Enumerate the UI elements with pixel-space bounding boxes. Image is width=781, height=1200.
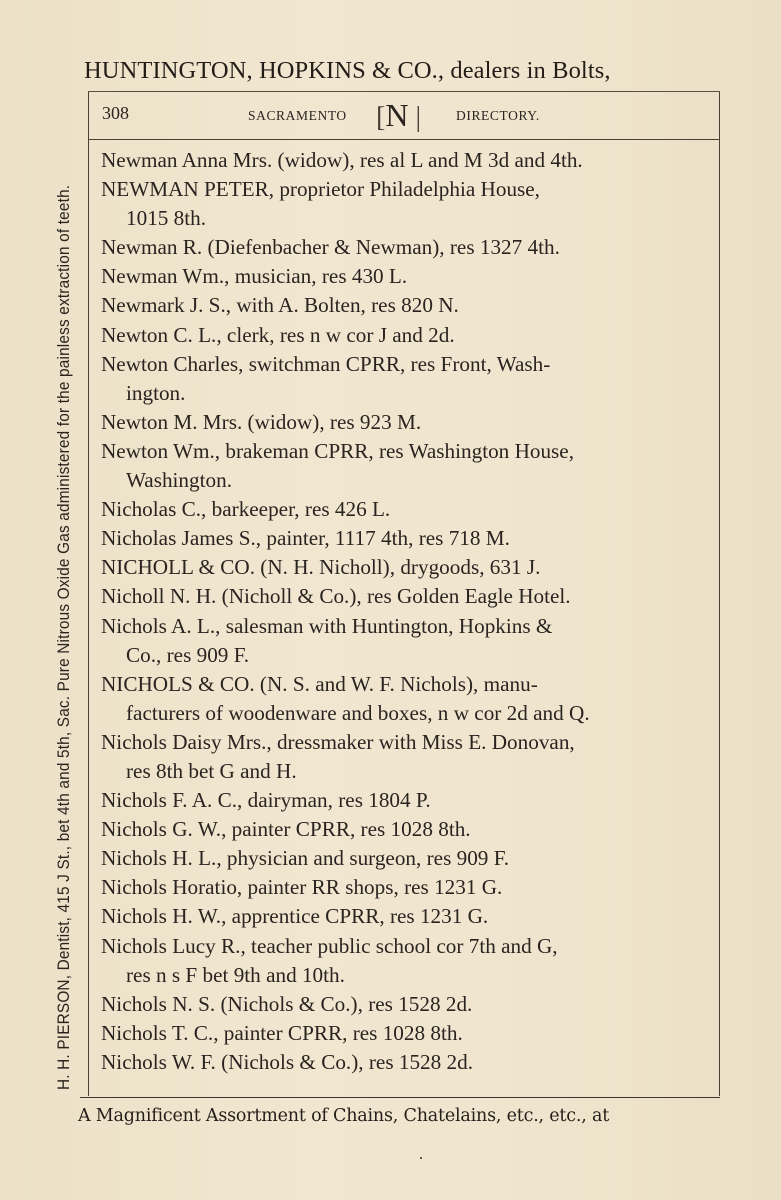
- directory-entry: [101, 670, 709, 728]
- page-number: 308: [102, 103, 129, 123]
- directory-entry: [101, 990, 709, 1019]
- directory-entry: [101, 524, 709, 553]
- directory-entry: [101, 175, 709, 233]
- entry-line: Nichols W. F. (Nichols & Co.), res 1528 2d.: [101, 1049, 474, 1074]
- entry-line: Newton Wm., brakeman CPRR, res Washington House,: [101, 438, 575, 463]
- entry-line: Nichols Horatio, painter RR shops, res 1231 G.: [101, 875, 503, 900]
- directory-entry: [101, 291, 709, 320]
- directory-entry: [101, 553, 709, 582]
- directory-entry: [101, 612, 709, 670]
- header-rule-bottom: [88, 139, 720, 140]
- directory-entry: [101, 932, 709, 990]
- paper-speck: [420, 1157, 422, 1159]
- entry-continuation-line: Co., res 909 F.: [126, 642, 250, 667]
- entry-line: Nichols F. A. C., dairyman, res 1804 P.: [101, 788, 431, 813]
- directory-entry: [101, 844, 709, 873]
- directory-entry: [101, 146, 709, 175]
- running-head-title: DIRECTORY.: [456, 108, 540, 123]
- directory-entries: [101, 146, 709, 1077]
- entry-line: Nicholas C., barkeeper, res 426 L.: [101, 497, 391, 522]
- directory-entry: [101, 1019, 709, 1048]
- directory-entry: [101, 815, 709, 844]
- entry-line: Newmark J. S., with A. Bolten, res 820 N.: [101, 293, 459, 318]
- entry-line: Nichols A. L., salesman with Huntington, Hopkins &: [101, 613, 553, 638]
- directory-entry: [101, 902, 709, 931]
- entry-line: Nichols T. C., painter CPRR, res 1028 8th.: [101, 1020, 463, 1045]
- directory-entry: [101, 582, 709, 611]
- directory-entry: [101, 408, 709, 437]
- entry-line: Nicholl N. H. (Nicholl & Co.), res Golden Eagle Hotel.: [101, 584, 571, 609]
- footer-rule: [80, 1097, 720, 1098]
- entry-line: Nichols H. W., apprentice CPRR, res 1231 G.: [101, 904, 489, 929]
- entry-line: Newton Charles, switchman CPRR, res Front, Wash-: [101, 351, 551, 376]
- section-letter-text: N: [385, 97, 409, 133]
- entry-continuation-line: facturers of woodenware and boxes, n w cor 2d and Q.: [126, 700, 590, 725]
- running-head-city: SACRAMENTO: [248, 108, 347, 123]
- directory-entry: [101, 233, 709, 262]
- entry-line: Nicholas James S., painter, 1117 4th, res 718 M.: [101, 526, 510, 551]
- top-advertisement-banner: HUNTINGTON, HOPKINS & CO., dealers in Bolts,: [84, 57, 611, 84]
- directory-entry: [101, 786, 709, 815]
- entry-line: Nichols Daisy Mrs., dressmaker with Miss E. Donovan,: [101, 729, 575, 754]
- side-advertisement: H. H. PIERSON, Dentist, 415 J St., bet 4th and 5th, Sac. Pure Nitrous Oxide Gas administered for the painless extraction of teeth.: [55, 184, 73, 1091]
- directory-entry: [101, 495, 709, 524]
- directory-entry: [101, 262, 709, 291]
- directory-entry: [101, 728, 709, 786]
- directory-entry: [101, 321, 709, 350]
- entry-line: NICHOLS & CO. (N. S. and W. F. Nichols), manu-: [101, 671, 538, 696]
- directory-entry: [101, 350, 709, 408]
- section-letter: [N |: [376, 97, 422, 133]
- entry-line: Newton C. L., clerk, res n w cor J and 2d.: [101, 322, 455, 347]
- entry-line: Nichols N. S. (Nichols & Co.), res 1528 2d.: [101, 991, 473, 1016]
- entry-continuation-line: 1015 8th.: [126, 206, 207, 231]
- entry-line: Nichols Lucy R., teacher public school cor 7th and G,: [101, 933, 558, 958]
- entry-continuation-line: res 8th bet G and H.: [126, 758, 297, 783]
- directory-entry: [101, 873, 709, 902]
- entry-line: Newton M. Mrs. (widow), res 923 M.: [101, 409, 422, 434]
- entry-continuation-line: Washington.: [126, 468, 232, 493]
- entry-line: Newman R. (Diefenbacher & Newman), res 1327 4th.: [101, 235, 560, 260]
- directory-entry: [101, 437, 709, 495]
- directory-entry: [101, 1048, 709, 1077]
- entry-line: NICHOLL & CO. (N. H. Nicholl), drygoods, 631 J.: [101, 555, 541, 580]
- entry-line: Newman Anna Mrs. (widow), res al L and M 3d and 4th.: [101, 148, 583, 172]
- entry-continuation-line: res n s F bet 9th and 10th.: [126, 962, 345, 987]
- entry-line: Newman Wm., musician, res 430 L.: [101, 264, 408, 289]
- entry-line: Nichols H. L., physician and surgeon, res 909 F.: [101, 846, 510, 871]
- bottom-advertisement-banner: A Magnificent Assortment of Chains, Chatelains, etc., etc., at: [78, 1106, 610, 1126]
- entry-line: NEWMAN PETER, proprietor Philadelphia House,: [101, 177, 540, 202]
- running-head: [88, 92, 720, 140]
- entry-continuation-line: ington.: [126, 380, 186, 405]
- entry-line: Nichols G. W., painter CPRR, res 1028 8th.: [101, 817, 471, 842]
